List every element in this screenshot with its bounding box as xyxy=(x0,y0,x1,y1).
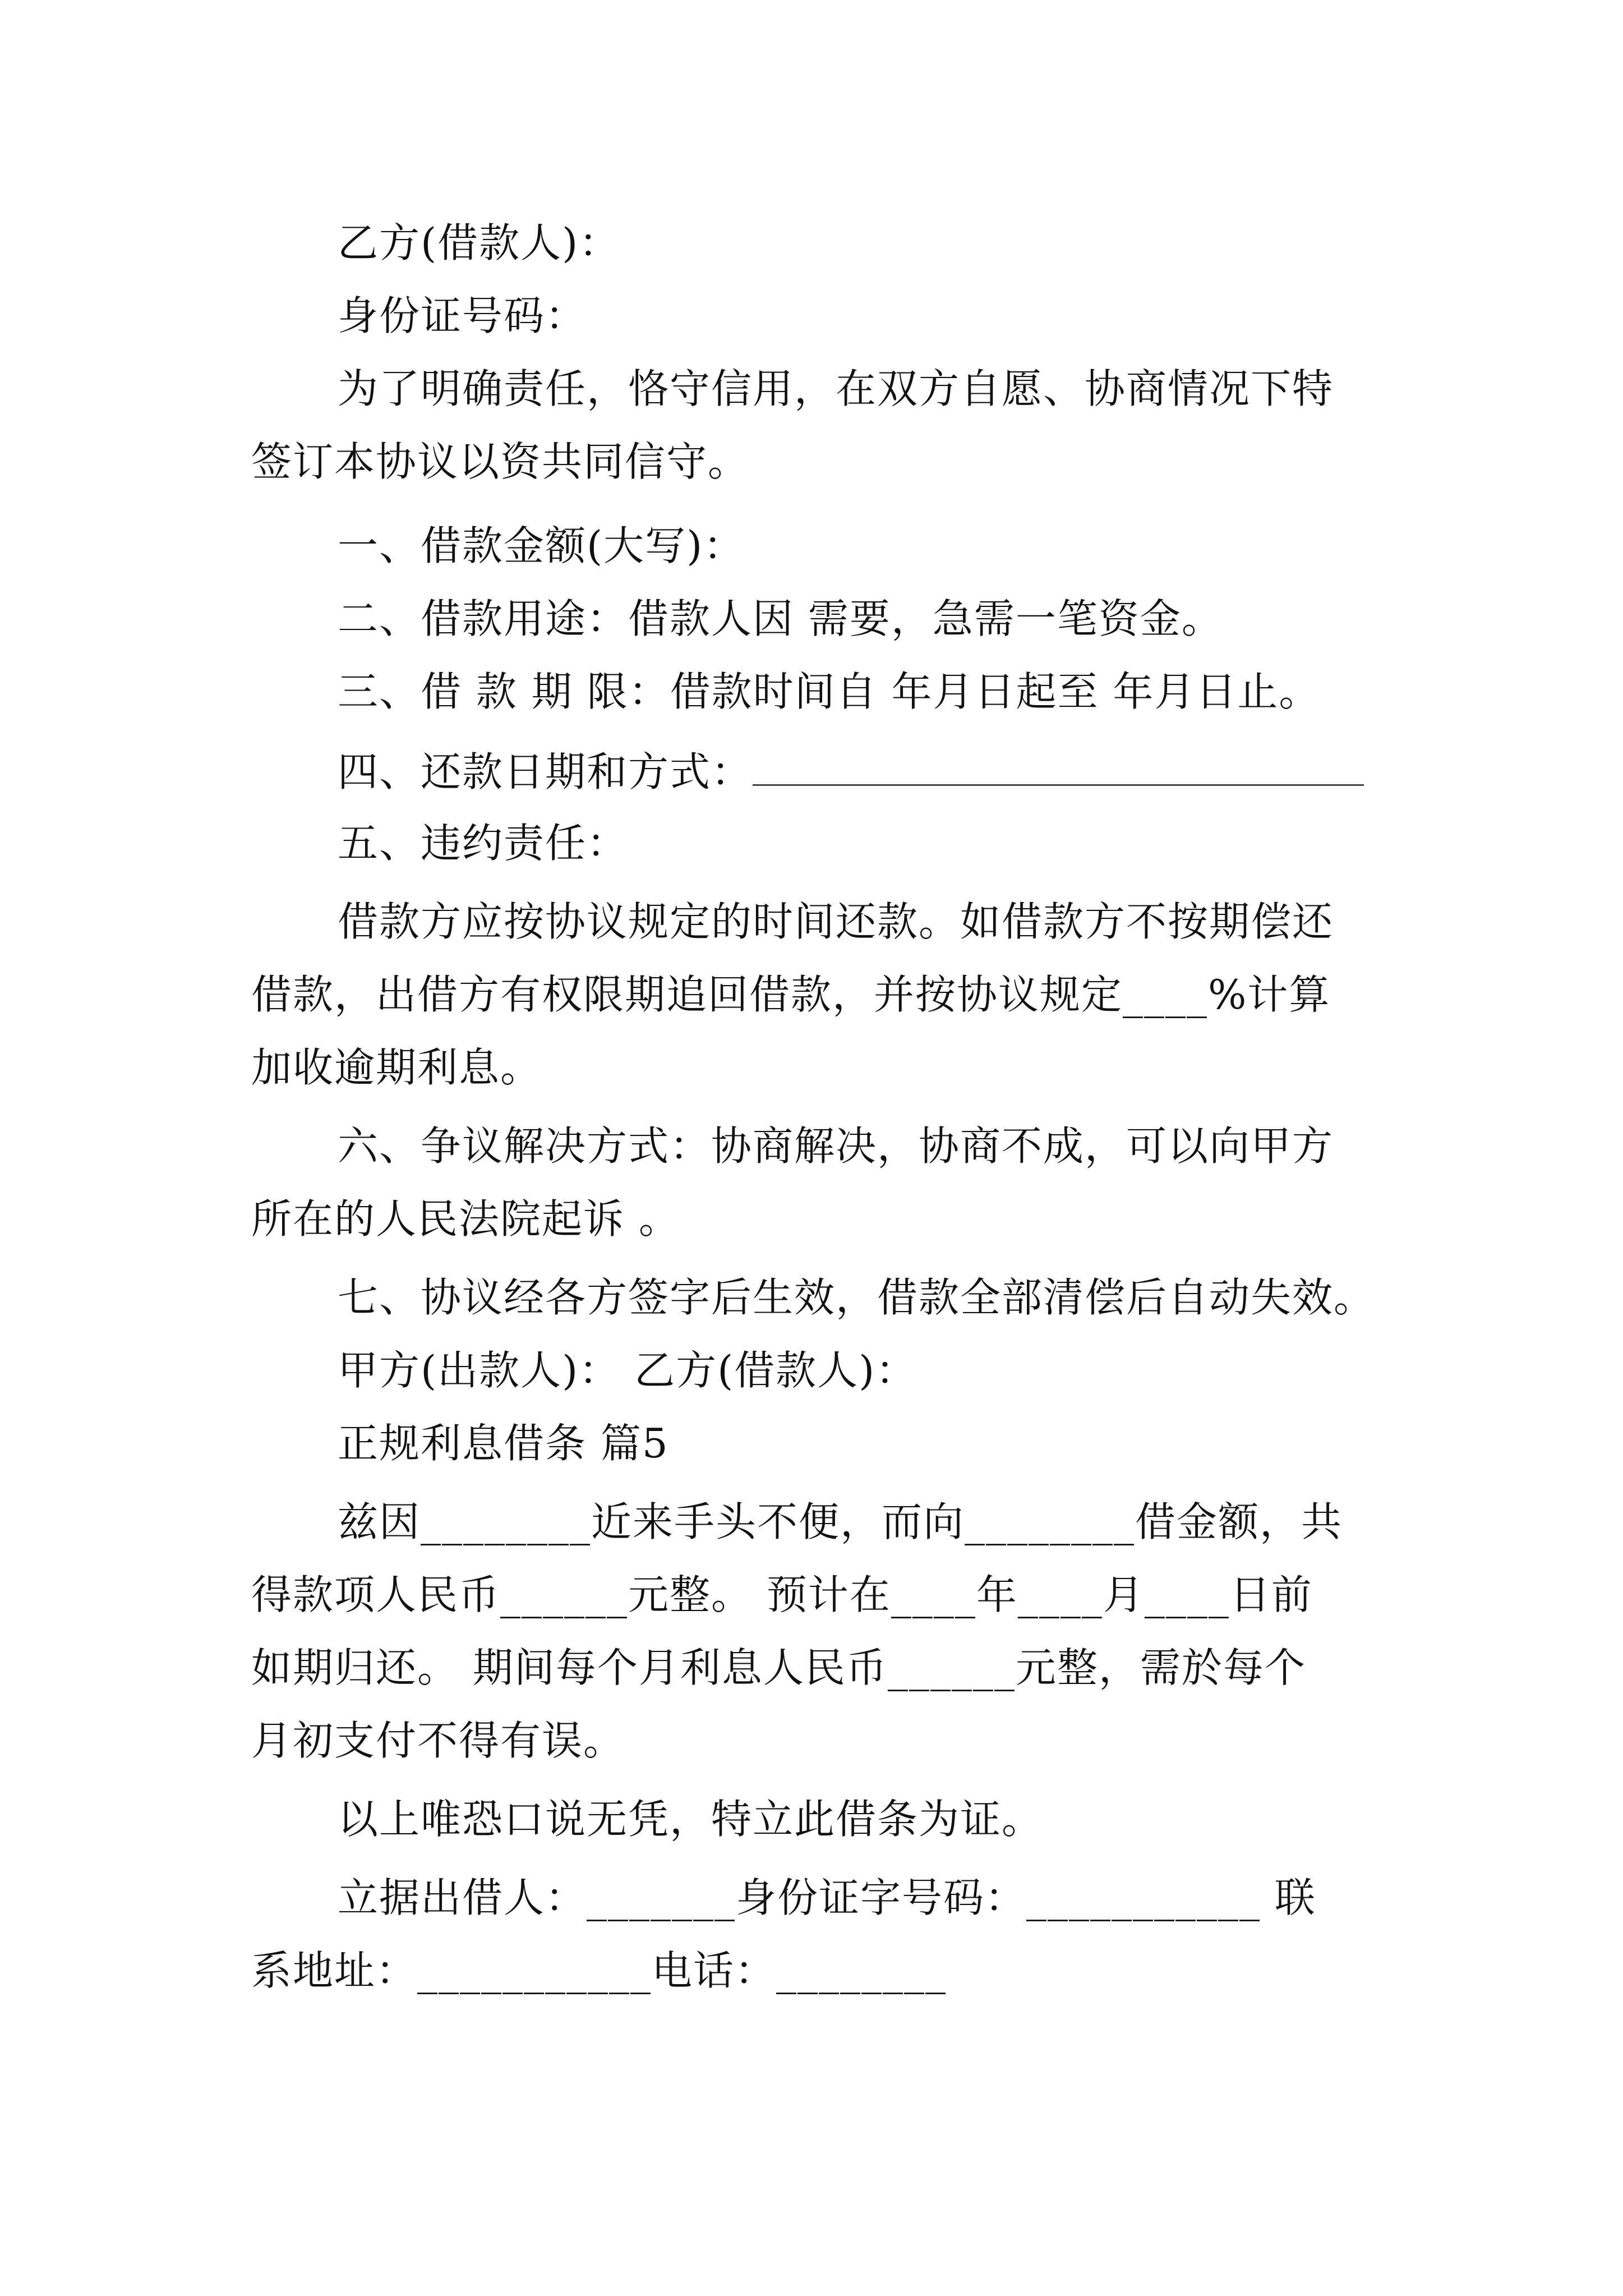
clause-5-liability: 五、违约责任： xyxy=(338,820,629,867)
preamble-line-2: 签订本协议以资共同信守。 xyxy=(251,438,750,485)
repayment-blank xyxy=(753,745,1364,786)
iou-text-line-1: 兹因________近来手头不便，而向________借金额，共 xyxy=(338,1498,1343,1545)
liability-text-line-3: 加收逾期利息。 xyxy=(251,1044,542,1091)
id-number-line: 身份证号码： xyxy=(338,292,587,339)
clause-4-label: 四、还款日期和方式： xyxy=(338,748,753,795)
iou-text-line-4: 月初支付不得有误。 xyxy=(251,1717,625,1764)
iou-text-line-3: 如期归还。 期间每个月利息人民币______元整，需於每个 xyxy=(251,1644,1306,1691)
clause-6-dispute-line-1: 六、争议解决方式：协商解决，协商不成，可以向甲方 xyxy=(338,1122,1334,1170)
clause-2-purpose: 二、借款用途：借款人因 需要，急需一笔资金。 xyxy=(338,595,1223,642)
signature-parties-line: 甲方(出款人)： 乙方(借款人)： xyxy=(338,1347,917,1394)
borrower-party-line: 乙方(借款人)： xyxy=(338,219,621,266)
liability-text-line-1: 借款方应按协议规定的时间还款。如借款方不按期偿还 xyxy=(338,898,1334,945)
clause-3-term: 三、借 款 期 限：借款时间自 年月日起至 年月日止。 xyxy=(338,668,1321,715)
clause-4-repayment xyxy=(338,745,1482,797)
iou-closing-line: 以上唯恐口说无凭，特立此借条为证。 xyxy=(338,1796,1044,1843)
clause-6-dispute-line-2: 所在的人民法院起诉 。 xyxy=(251,1195,680,1243)
iou-text-line-2: 得款项人民币______元整。 预计在____年____月____日前 xyxy=(251,1571,1313,1618)
section-heading: 正规利息借条 篇5 xyxy=(338,1420,669,1467)
lender-info-line-2: 系地址：___________电话：________ xyxy=(251,1947,947,1994)
preamble-line-1: 为了明确责任，恪守信用，在双方自愿、协商情况下特 xyxy=(338,365,1334,412)
lender-info-line-1: 立据出借人：_______身份证字号码：___________ 联 xyxy=(338,1874,1316,1921)
clause-1-amount: 一、借款金额(大写)： xyxy=(338,522,745,569)
liability-text-line-2: 借款，出借方有权限期追回借款，并按协议规定____%计算 xyxy=(251,971,1331,1018)
clause-7-effect: 七、协议经各方签字后生效，借款全部清偿后自动失效。 xyxy=(338,1274,1376,1321)
